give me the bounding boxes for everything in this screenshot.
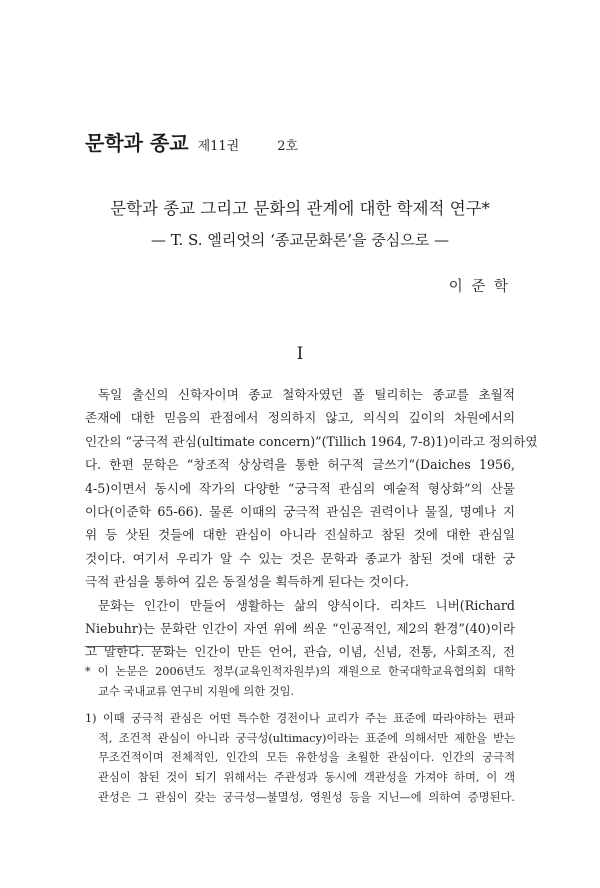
volume-number: 제11권	[197, 139, 240, 154]
footnotes	[85, 662, 515, 807]
section-heading: I	[296, 344, 304, 364]
body-line: 존재에 대한 믿음의 관점에서 정의하지 않고, 의식의 깊이의 차원에서의	[85, 410, 515, 426]
body-line: 다. 한편 문학은 “창조적 상상력을 통한 허구적 글쓰기”(Daiches 1956,	[85, 457, 515, 473]
footnote-line: 관심이 참된 것이 되기 위해서는 주관성과 동시에 객관성을 가져야 하며, 이 객	[98, 770, 515, 784]
body-line: 것이다. 여기서 우리가 알 수 있는 것은 문학과 종교가 참된 것에 대한 궁	[85, 550, 515, 566]
footnote-line: 무조건적이며 전체적인, 인간의 모든 유한성을 초월한 관심이다. 인간의 궁극적	[98, 751, 515, 765]
article-author: 이 준 학	[448, 279, 510, 295]
body-line: 문화는 인간이 만들어 생활하는 삶의 양식이다. 리챠드 니버(Richard	[98, 597, 515, 613]
footnote-1	[85, 709, 515, 807]
footnote-funding	[85, 662, 515, 701]
footnote-line: 1) 이때 궁극적 관심은 어떤 특수한 경전이나 교리가 주는 표준에 따라야하는 편파	[85, 712, 515, 726]
footnote-line: 관성은 그 관심이 갖는 궁극성—불멸성, 영원성 등을 지닌—에 의하여 증명된다.	[98, 790, 515, 804]
running-head	[85, 127, 299, 155]
journal-name: 문학과 종교	[85, 131, 189, 155]
article-title: 문학과 종교 그리고 문화의 관계에 대한 학제적 연구*	[110, 199, 490, 218]
issue-number: 2호	[277, 139, 299, 154]
footnote-divider	[85, 646, 170, 647]
body-line: Niebuhr)는 문화란 인간이 자연 위에 씌운 “인공적인, 제2의 환경”(40)이라	[85, 621, 515, 637]
footnote-line: 교수 국내교류 연구비 지원에 의한 것임.	[98, 684, 295, 698]
body-line: 고 말한다. 문화는 인간이 만든 언어, 관습, 이념, 신념, 전통, 사회조직, 전	[85, 644, 515, 660]
body-line: 위 등 삿된 것들에 대한 관심이 아니라 진실하고 참된 것에 대한 관심일	[85, 527, 515, 543]
body-line: 극적 관심을 통하여 깊은 동질성을 획득하게 된다는 것이다.	[85, 574, 409, 590]
footnote-line: * 이 논문은 2006년도 정부(교육인적자원부)의 재원으로 한국대학교육협의회 대학	[85, 665, 515, 678]
body-line: 인간의 “궁극적 관심(ultimate concern)”(Tillich 1964, 7-8)1)이라고 정의하였	[85, 433, 538, 449]
article-subtitle: — T. S. 엘리엇의 ‘종교문화론’을 중심으로 —	[150, 231, 450, 249]
footnote-line: 적, 조건적 관심이 아니라 궁극성(ultimacy)이라는 표준에 의해서만 제한을 받는	[98, 731, 515, 745]
body-line: 독일 출신의 신학자이며 종교 철학자였던 폴 틸리히는 종교를 초월적	[98, 387, 515, 402]
body-line: 4-5)이면서 동시에 작가의 다양한 “궁극적 관심의 예술적 형상화”의 산물	[85, 480, 515, 496]
body-paragraphs	[85, 383, 538, 664]
body-line: 이다(이준학 65-66). 물론 이때의 궁극적 관심은 권력이나 물질, 명예나 지	[85, 504, 515, 520]
